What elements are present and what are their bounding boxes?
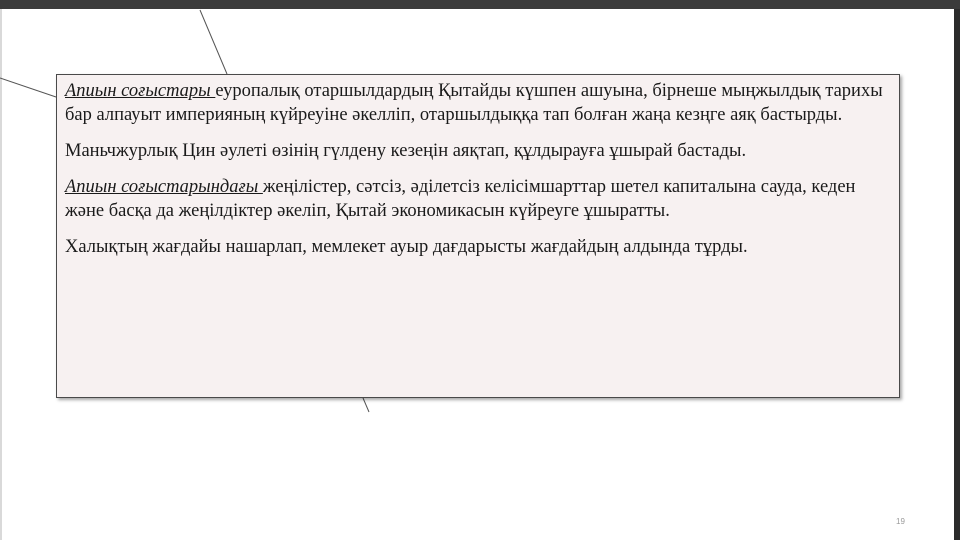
paragraph-defeats xyxy=(65,175,889,223)
term-opium-wars: Апиын соғыстары xyxy=(65,81,216,101)
paragraph-text: Маньчжурлық Цин әулеті өзінің гүлдену кезеңін аяқтап, құлдырауға ұшырай бастады. xyxy=(65,141,747,161)
paragraph-text: жеңілістер, сәтсіз, әділетсіз келісімшарттар шетел капиталына сауда, кеден және басқа да жеңілдіктер әкеліп, Қытай экономикасын күйреуге ұшыратты. xyxy=(65,177,856,221)
paragraph-crisis xyxy=(65,235,889,259)
decorative-line-left xyxy=(0,78,56,97)
paragraph-qing-dynasty xyxy=(65,139,889,163)
paragraph-opium-wars xyxy=(65,79,889,127)
term-opium-wars-defeats: Апиын соғыстарындағы xyxy=(65,177,263,197)
text-content-box xyxy=(56,74,900,398)
paragraph-text: Халықтың жағдайы нашарлап, мемлекет ауыр дағдарысты жағдайдың алдында тұрды. xyxy=(65,237,748,257)
paragraph-text: еуропалық отаршылдардың Қытайды күшпен ашуына, бірнеше мыңжылдық тарихы бар алпауыт империяның күйреуіне әкелліп, отаршылдыққа тап болған жаңа кезңге аяқ бастырды. xyxy=(65,81,883,125)
slide-page-number: 19 xyxy=(896,517,905,526)
decorative-line-bottom xyxy=(363,398,369,412)
decorative-line-top xyxy=(200,10,227,74)
